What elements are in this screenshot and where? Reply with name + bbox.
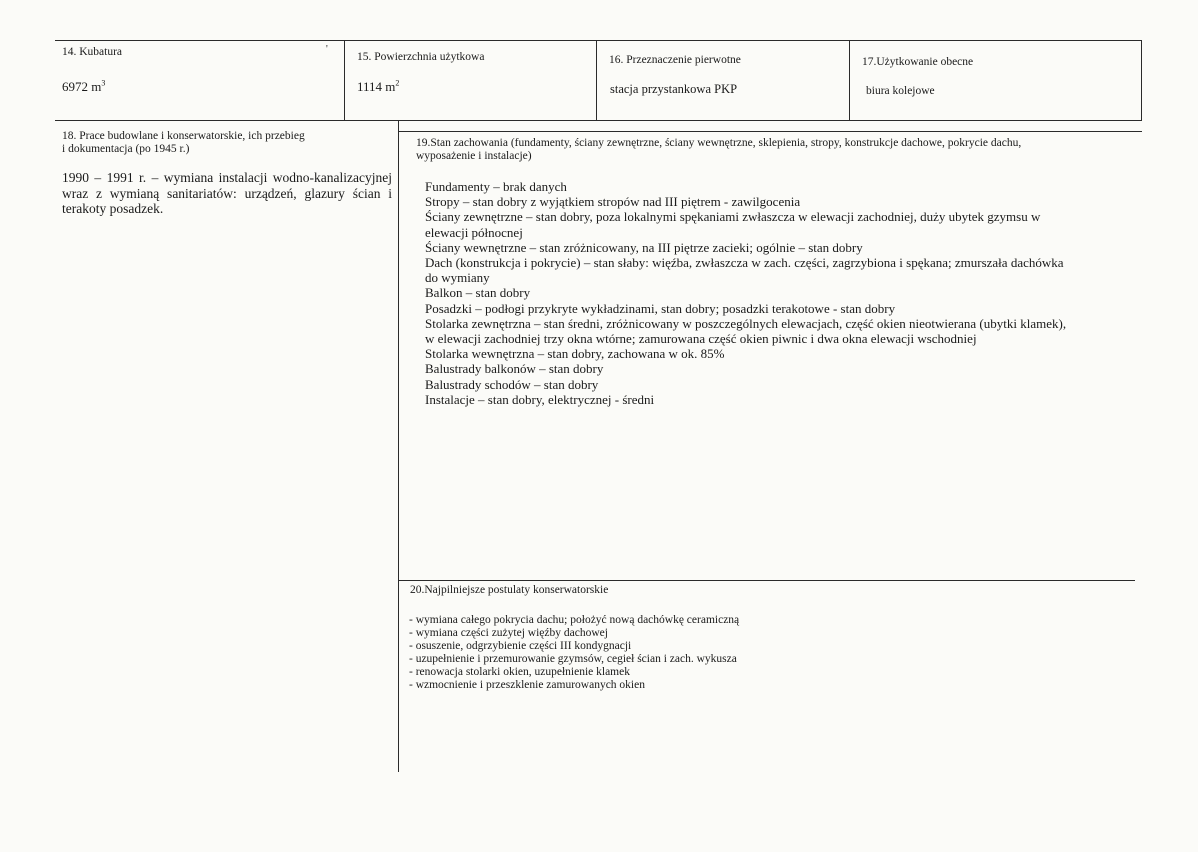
condition-line: Ściany wewnętrzne – stan zróżnicowany, na III piętrze zacieki; ogólnie – stan dobry <box>425 239 863 255</box>
powierzchnia-value: 1114 $m^2$ <box>357 78 400 94</box>
condition-list <box>425 179 1066 407</box>
section18-title-line2: i dokumentacja (po 1945 r.) <box>62 143 190 155</box>
rule-top <box>55 40 1142 41</box>
przeznaczenie-value: stacja przystankowa PKP <box>610 82 738 96</box>
condition-line: Instalacje – stan dobry, elektrycznej - średni <box>425 391 655 407</box>
condition-line: elewacji północnej <box>425 224 523 240</box>
rule-section19-top <box>398 131 1142 132</box>
postulate-item: - uzupełnienie i przemurowanie gzymsów, cegieł ścian i zach. wykusza <box>409 653 737 666</box>
condition-line: Stropy – stan dobry z wyjątkiem stropów nad III piętrem - zawilgocenia <box>425 194 801 210</box>
section19-title-line1: 19.Stan zachowania (fundamenty, ściany zewnętrzne, ściany wewnętrzne, sklepienia, stropy, konstrukcje dachowe, pokrycie dachu, <box>416 137 1022 149</box>
uzytkowanie-value: biura kolejowe <box>866 85 935 97</box>
rule-col-14-15 <box>344 40 345 120</box>
section20-title: 20.Najpilniejsze postulaty konserwatorskie <box>410 584 609 596</box>
condition-line: w elewacji zachodniej trzy okna wtórne; zamurowana część okien piwnic i dwa okna elewacji wschodniej <box>425 331 977 347</box>
condition-line: do wymiany <box>425 270 490 286</box>
condition-line: Stolarka zewnętrzna – stan średni, zróżnicowany w poszczególnych elewacjach, część okien nieotwierana (ubytki klamek), <box>425 315 1067 331</box>
section19-title-line2: wyposażenie i instalacje) <box>416 150 532 162</box>
postulate-item: - osuszenie, odgrzybienie części III kondygnacji <box>409 640 632 653</box>
kubatura-label: 14. Kubatura <box>62 46 123 58</box>
condition-line: Balustrady schodów – stan dobry <box>425 376 599 392</box>
przeznaczenie-label: 16. Przeznaczenie pierwotne <box>609 54 741 66</box>
condition-line: Balustrady balkonów – stan dobry <box>425 361 604 377</box>
condition-line: Balkon – stan dobry <box>425 285 531 301</box>
condition-line: Fundamenty – brak danych <box>425 179 567 194</box>
condition-line: Posadzki – podłogi przykryte wykładzinami, stan dobry; posadzki terakotowe - stan dobry <box>425 300 896 316</box>
section18-title-line1: 18. Prace budowlane i konserwatorskie, ich przebieg <box>62 130 305 142</box>
rule-col-17-end <box>1141 40 1142 120</box>
rule-section20-top <box>398 580 1135 581</box>
stray-mark: ' <box>326 44 328 55</box>
postulates-list <box>409 614 739 693</box>
rule-header-bottom <box>55 120 1142 121</box>
postulate-item: - wymiana całego pokrycia dachu; położyć nową dachówkę ceramiczną <box>409 614 740 626</box>
section18-body: 1990 – 1991 r. – wymiana instalacji wodno-kanalizacyjnej wraz z wymianą sanitariatów: urządzeń, glazury ścian i terakoty posadzek. <box>62 170 392 216</box>
condition-line: Ściany zewnętrzne – stan dobry, poza lokalnymi spękaniami zwłaszcza w elewacji zachodniej, duży ubytek gzymsu w <box>425 209 1041 225</box>
rule-col-15-16 <box>596 40 597 120</box>
condition-line: Stolarka wewnętrzna – stan dobry, zachowana w ok. 85% <box>425 346 725 362</box>
postulate-item: - wymiana części zużytej więźby dachowej <box>409 627 608 640</box>
uzytkowanie-label: 17.Użytkowanie obecne <box>862 56 974 68</box>
kubatura-value: 6972 $m^3$ <box>62 78 106 94</box>
postulate-item: - wzmocnienie i przeszklenie zamurowanych okien <box>409 679 645 692</box>
rule-col-16-17 <box>849 40 850 120</box>
condition-line: Dach (konstrukcja i pokrycie) – stan słaby: więźba, zwłaszcza w zach. części, zagrzybiona i spękana; zmurszała dachówka <box>425 255 1064 271</box>
powierzchnia-label: 15. Powierzchnia użytkowa <box>357 51 485 63</box>
rule-col-18-19 <box>398 120 399 772</box>
postulate-item: - renowacja stolarki okien, uzupełnienie klamek <box>409 666 630 679</box>
